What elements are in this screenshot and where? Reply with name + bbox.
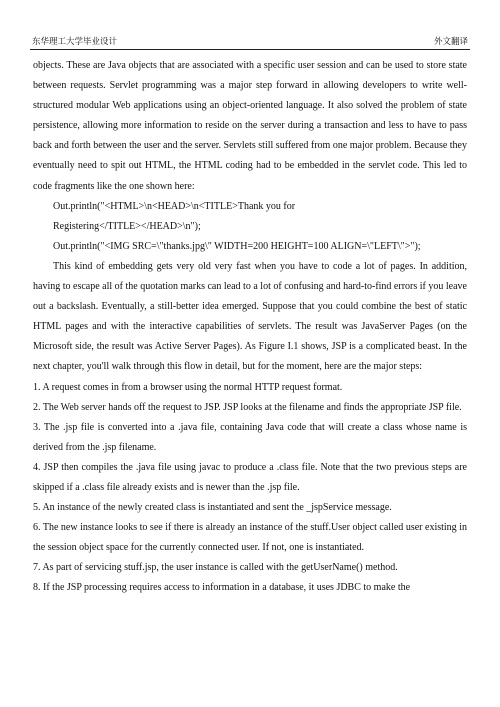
step-item: 6. The new instance looks to see if there is already an instance of the stuff.User object called user existing in the session object space for the currently connected user. If not, one is instantiated. xyxy=(33,522,467,554)
step-item: 3. The .jsp file is converted into a .java file, containing Java code that will create a class whose name is derived from the .jsp filename. xyxy=(33,421,467,453)
header-section: 外文翻译 xyxy=(433,36,468,46)
header-university: 东华理工大学毕业设计 xyxy=(32,36,118,46)
step-item: 2. The Web server hands off the request to JSP. JSP looks at the filename and finds the appropriate JSP file. xyxy=(33,401,462,413)
body-text xyxy=(33,56,467,599)
page-header xyxy=(30,35,470,50)
step-item: 5. An instance of the newly created class is instantiated and sent the _jspService message. xyxy=(33,502,392,514)
code-line-3: Out.println("<IMG SRC=\"thanks.jpg\" WIDTH=200 HEIGHT=100 ALIGN=\"LEFT\">"); xyxy=(53,240,421,252)
step-item: 1. A request comes in from a browser using the normal HTTP request format. xyxy=(33,381,343,393)
step-item: 7. As part of servicing stuff.jsp, the user instance is called with the getUserName() method. xyxy=(33,562,398,574)
code-line-2: Registering</TITLE></HEAD>\n"); xyxy=(53,220,201,232)
step-item: 8. If the JSP processing requires access to information in a database, it uses JDBC to make the xyxy=(33,582,411,594)
paragraph-servlets: objects. These are Java objects that are associated with a specific user session and can be used to store state between requests. Servlet programming was a major step forward in allowing developers to write well-structured modular Web applications using an object-oriented language. It also solved the problem of state persistence, allowing more information to reside on the server during a transaction and less to have to pass back and forth between the user and the server. Servlets still suffered from one major problem. Because they eventually need to spit out HTML, the HTML coding had to be embedded in the servlet code. This led to code fragments like the one shown here: xyxy=(33,60,467,192)
paragraph-jsp: This kind of embedding gets very old very fast when you have to code a lot of pages. In addition, having to escape all of the quotation marks can lead to a lot of confusing and hard-to-find errors if you leave out a backslash. Eventually, a still-better idea emerged. Suppose that you could combine the best of static HTML pages and with the interactive capabilities of servlets. The result was JavaServer Pages (on the Microsoft side, the result was Active Server Pages). As Figure I.1 shows, JSP is a complicated beast. In the next chapter, you'll walk through this flow in detail, but for the moment, here are the major steps: xyxy=(33,260,467,373)
step-item: 4. JSP then compiles the .java file using javac to produce a .class file. Note that the two previous steps are skipped if a .class file already exists and is newer than the .jsp file. xyxy=(33,461,467,493)
code-line-1: Out.println("<HTML>\n<HEAD>\n<TITLE>Thank you for xyxy=(53,200,296,212)
